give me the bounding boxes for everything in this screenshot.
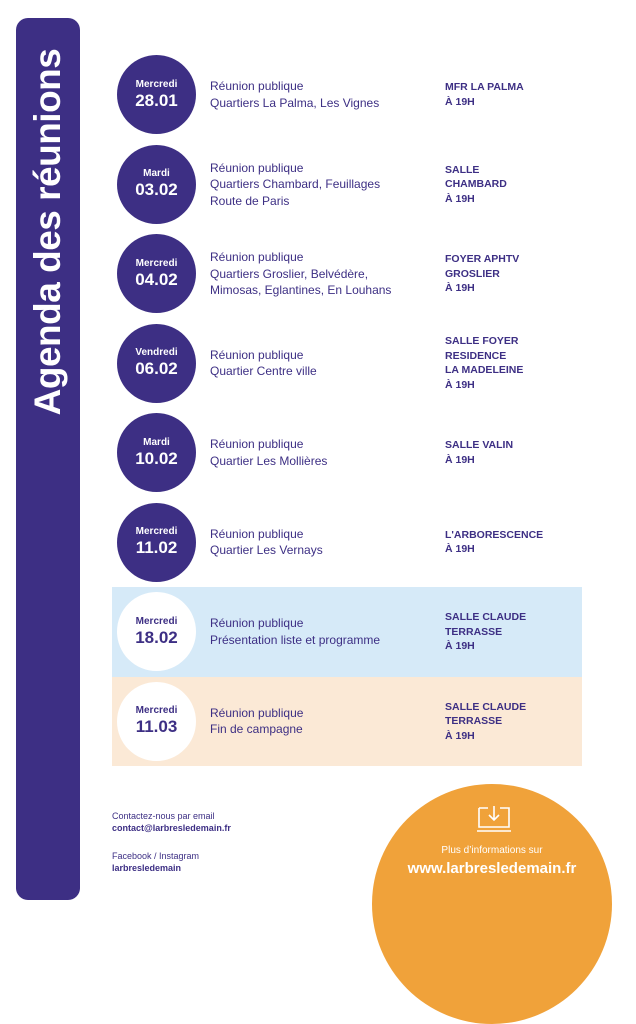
meeting-row (112, 408, 582, 498)
description-line: Réunion publique (210, 526, 304, 541)
date-badge (117, 592, 196, 671)
meeting-day: Mercredi (135, 705, 178, 716)
description-line: Quartier Centre ville (210, 364, 317, 379)
venue-line: FOYER APHTV (445, 253, 520, 265)
description-line: Réunion publique (210, 250, 304, 264)
meeting-date: 11.03 (135, 717, 178, 736)
meeting-row (112, 677, 582, 767)
meeting-row (112, 50, 582, 140)
meeting-row (112, 140, 582, 230)
date-badge (117, 682, 196, 761)
meeting-venue (445, 229, 577, 319)
email-label: Contactez-nous par email (112, 811, 215, 821)
meeting-day: Mercredi (135, 526, 178, 537)
venue-line: GROSLIER (445, 267, 500, 280)
date-badge (117, 234, 196, 313)
venue-line: À 19H (445, 282, 475, 294)
meeting-description (210, 408, 438, 498)
description-line: Quartiers Groslier, Belvédère, (210, 266, 369, 281)
date-badge (117, 503, 196, 582)
venue-line: TERRASSE (445, 625, 503, 638)
venue-line: SALLE FOYER (445, 335, 519, 348)
meeting-day: Mercredi (135, 615, 178, 627)
meeting-row (112, 319, 582, 409)
venue-line: TERRASSE (445, 715, 503, 727)
download-icon (476, 804, 512, 836)
venue-line: À 19H (445, 729, 475, 742)
venue-line: À 19H (445, 640, 475, 652)
meeting-venue (445, 498, 577, 588)
venue-line: À 19H (445, 192, 475, 205)
meeting-date: 10.02 (135, 448, 178, 468)
venue-line: SALLE (445, 163, 480, 176)
venue-line: SALLE CLAUDE (445, 611, 527, 623)
social-handle[interactable]: larbresledemain (112, 863, 182, 873)
venue-line: À 19H (445, 378, 475, 391)
venue-line: À 19H (445, 95, 475, 108)
description-line: Quartier Les Vernays (210, 543, 323, 558)
venue-line: SALLE VALIN (445, 439, 514, 452)
meeting-date: 18.02 (135, 627, 178, 647)
venue-line: L'ARBORESCENCE (445, 528, 544, 541)
meeting-description (210, 677, 438, 767)
meeting-day: Mardi (143, 168, 170, 179)
meeting-list (112, 50, 582, 766)
description-line: Réunion publique (210, 705, 304, 720)
venue-line: CHAMBARD (445, 178, 507, 190)
description-line: Réunion publique (210, 160, 304, 175)
meeting-venue (445, 677, 577, 767)
meeting-day: Mercredi (135, 257, 178, 269)
contact-block (112, 810, 231, 874)
meeting-venue (445, 319, 577, 409)
meeting-date: 28.01 (135, 90, 178, 110)
meeting-description (210, 587, 438, 677)
description-line: Quartiers Chambard, Feuillages (210, 177, 381, 191)
page-title: Agenda des réunions (27, 48, 68, 416)
meeting-day: Vendredi (135, 347, 178, 358)
venue-line: SALLE CLAUDE (445, 700, 527, 713)
venue-line: RESIDENCE (445, 349, 507, 362)
description-line: Quartiers La Palma, Les Vignes (210, 95, 380, 110)
meeting-row (112, 587, 582, 677)
meeting-date: 04.02 (135, 269, 178, 289)
description-line: Réunion publique (210, 79, 304, 94)
description-line: Route de Paris (210, 193, 290, 208)
meeting-venue (445, 50, 577, 140)
meeting-venue (445, 140, 577, 230)
description-line: Réunion publique (210, 347, 304, 362)
venue-line: LA MADELEINE (445, 364, 524, 377)
website-link[interactable]: www.larbresledemain.fr (407, 860, 577, 877)
meeting-row (112, 229, 582, 319)
date-badge (117, 413, 196, 492)
meeting-description (210, 229, 438, 319)
venue-line: À 19H (445, 453, 475, 466)
venue-line: MFR LA PALMA (445, 81, 524, 94)
meeting-description (210, 319, 438, 409)
meeting-venue (445, 587, 577, 677)
meeting-row (112, 498, 582, 588)
meeting-date: 11.02 (135, 538, 178, 557)
meeting-date: 06.02 (135, 359, 178, 378)
date-badge (117, 55, 196, 134)
description-line: Réunion publique (210, 437, 304, 452)
promo-text: Plus d’informations sur (441, 845, 543, 856)
date-badge (117, 145, 196, 224)
venue-line: À 19H (445, 543, 475, 556)
meeting-day: Mardi (143, 436, 170, 448)
description-line: Réunion publique (210, 616, 304, 631)
meeting-description (210, 50, 438, 140)
description-line: Mimosas, Eglantines, En Louhans (210, 283, 392, 297)
description-line: Fin de campagne (210, 722, 303, 737)
description-line: Quartier Les Mollières (210, 453, 328, 468)
email-link[interactable]: contact@larbresledemain.fr (112, 823, 231, 833)
meeting-venue (445, 408, 577, 498)
meeting-date: 03.02 (135, 180, 178, 199)
meeting-description (210, 140, 438, 230)
meeting-day: Mercredi (135, 78, 178, 90)
social-label: Facebook / Instagram (112, 851, 200, 861)
date-badge (117, 324, 196, 403)
description-line: Présentation liste et programme (210, 632, 381, 647)
meeting-description (210, 498, 438, 588)
